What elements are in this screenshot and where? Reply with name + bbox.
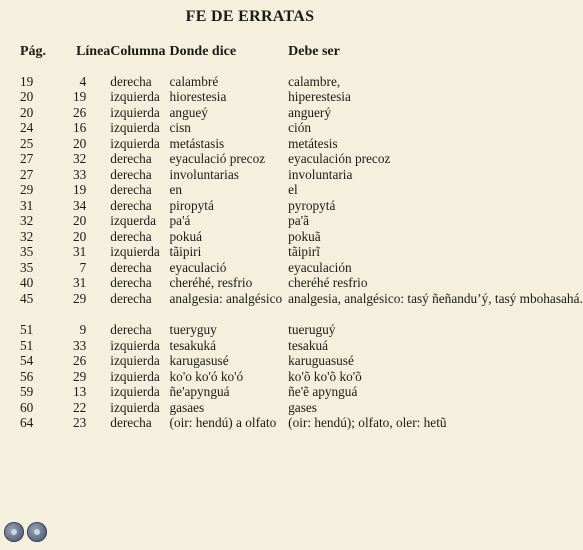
cell-donde-dice: cheréhé, resfrio (169, 275, 253, 290)
cell-columna: derecha (110, 197, 152, 213)
table-row (14, 213, 583, 229)
cell-columna: izquierda (110, 384, 160, 399)
cell-columna: derecha (110, 151, 152, 166)
cell-pagina: 64 (20, 415, 34, 430)
cell-linea: 22 (73, 399, 87, 415)
table-row (14, 384, 583, 400)
table-row (14, 136, 583, 152)
cell-donde-dice: pa'á (169, 213, 191, 228)
cell-pagina: 51 (20, 322, 34, 337)
cell-linea: 26 (73, 104, 87, 120)
cell-columna: derecha (110, 415, 152, 430)
cell-linea: 34 (73, 197, 87, 213)
cell-linea: 20 (73, 213, 87, 228)
cell-linea: 4 (79, 73, 87, 89)
cell-columna: izquierda (110, 399, 160, 415)
table-row (14, 306, 583, 338)
cell-linea: 29 (73, 290, 87, 306)
cell-debe-ser: anguerý (288, 104, 331, 120)
cell-debe-ser: gases (288, 399, 317, 415)
table-row (14, 415, 583, 431)
cell-linea: 13 (73, 384, 87, 399)
cell-debe-ser: ñe'ẽ apynguá (288, 384, 358, 399)
cell-columna: izquierda (110, 368, 160, 384)
cell-columna: izquierda (110, 337, 160, 353)
cell-debe-ser: tueruguý (288, 322, 336, 337)
header-row (14, 38, 583, 74)
nav-controls (4, 522, 47, 542)
cell-linea: 16 (73, 120, 87, 135)
cell-donde-dice: eyaculació precoz (169, 151, 266, 166)
cell-pagina: 25 (20, 135, 34, 151)
cell-debe-ser: metátesis (288, 135, 338, 151)
cell-debe-ser: analgesia, analgésico: tasý ñeñanduʼý, tasý mbohasahá. (288, 290, 583, 306)
cell-debe-ser: tesakuá (288, 337, 329, 353)
cell-columna: derecha (110, 166, 152, 182)
cell-debe-ser: involuntaria (288, 166, 353, 182)
cell-columna: derecha (110, 322, 152, 337)
cell-columna: izquierda (110, 104, 160, 120)
cell-columna: derecha (110, 259, 152, 275)
cell-debe-ser: pa'ã (288, 213, 309, 228)
table-row (14, 369, 583, 385)
cell-debe-ser: el (288, 182, 298, 197)
table-row (14, 120, 583, 136)
nav-button-left-icon[interactable] (4, 522, 24, 542)
table-row (14, 291, 583, 307)
header-linea: Línea (76, 44, 111, 59)
cell-columna: izquierda (110, 120, 160, 135)
cell-linea: 19 (73, 182, 87, 197)
header-pagina: Pág. (20, 44, 47, 59)
cell-debe-ser: tãipirĩ (288, 244, 320, 259)
cell-columna: izquierda (110, 353, 160, 368)
cell-pagina: 24 (20, 120, 34, 135)
table-row (14, 275, 583, 291)
cell-columna: derecha (110, 182, 152, 197)
header-donde-dice: Donde dice (169, 44, 237, 59)
cell-debe-ser: ción (288, 120, 312, 135)
cell-pagina: 31 (20, 197, 34, 213)
cell-pagina: 56 (20, 368, 34, 384)
cell-donde-dice: analgesia: analgésico (169, 290, 283, 306)
cell-pagina: 59 (20, 384, 34, 399)
cell-debe-ser: eyaculación precoz (288, 151, 391, 166)
cell-donde-dice: karugasusé (169, 353, 229, 368)
cell-donde-dice: piropytá (169, 197, 214, 213)
cell-debe-ser: eyaculación (288, 259, 352, 275)
cell-donde-dice: tãipiri (169, 244, 202, 259)
cell-donde-dice: gasaes (169, 399, 205, 415)
cell-pagina: 51 (20, 337, 34, 353)
table-row (14, 74, 583, 90)
cell-pagina: 60 (20, 399, 34, 415)
cell-linea: 26 (73, 353, 87, 368)
table-row (14, 167, 583, 183)
cell-pagina: 20 (20, 89, 34, 104)
cell-donde-dice: (oir: hendú) a olfato (169, 415, 277, 430)
nav-button-right-icon[interactable] (27, 522, 47, 542)
cell-donde-dice: involuntarias (169, 166, 239, 182)
cell-columna: derecha (110, 275, 152, 290)
cell-debe-ser: calambre, (288, 73, 341, 89)
cell-donde-dice: ko'o ko'ó ko'ó (169, 368, 244, 384)
table-row (14, 151, 583, 167)
cell-debe-ser: hiperestesia (288, 89, 351, 104)
cell-columna: izquierda (110, 89, 160, 104)
cell-columna: derecha (110, 228, 152, 244)
cell-pagina: 32 (20, 213, 34, 228)
cell-debe-ser: pyropytá (288, 197, 336, 213)
cell-donde-dice: eyaculació (169, 259, 227, 275)
cell-debe-ser: (oir: hendú); olfato, oler: hetũ (288, 415, 447, 430)
table-row (14, 353, 583, 369)
cell-debe-ser: ko'õ ko'õ ko'õ (288, 368, 362, 384)
cell-debe-ser: cheréhé resfrio (288, 275, 368, 290)
cell-donde-dice: cisn (169, 120, 191, 135)
cell-columna: derecha (110, 290, 152, 306)
cell-columna: izquerda (110, 213, 157, 228)
table-row (14, 105, 583, 121)
cell-pagina: 40 (20, 275, 34, 290)
cell-pagina: 27 (20, 151, 34, 166)
table-row (14, 260, 583, 276)
cell-donde-dice: hiorestesia (169, 89, 227, 104)
table-row (14, 400, 583, 416)
cell-donde-dice: calambré (169, 73, 219, 89)
cell-debe-ser: pokuã (288, 228, 321, 244)
cell-donde-dice: pokuá (169, 228, 203, 244)
cell-columna: izquierda (110, 135, 160, 151)
cell-linea: 20 (73, 228, 87, 244)
table-row (14, 244, 583, 260)
errata-rows (14, 74, 583, 431)
header-columna: Columna (110, 44, 166, 59)
cell-donde-dice: metástasis (169, 135, 225, 151)
cell-linea: 9 (79, 322, 87, 337)
cell-linea: 29 (73, 368, 87, 384)
cell-linea: 31 (73, 244, 87, 259)
cell-pagina: 20 (20, 104, 34, 120)
cell-linea: 32 (73, 151, 87, 166)
cell-linea: 23 (73, 415, 87, 430)
cell-linea: 19 (73, 89, 87, 104)
cell-linea: 31 (73, 275, 87, 290)
table-row (14, 89, 583, 105)
cell-pagina: 54 (20, 353, 34, 368)
cell-columna: derecha (110, 73, 152, 89)
cell-pagina: 29 (20, 182, 34, 197)
cell-linea: 33 (73, 166, 87, 182)
cell-pagina: 27 (20, 166, 34, 182)
cell-linea: 20 (73, 135, 87, 151)
page-title: FE DE ERRATAS (185, 8, 315, 25)
cell-debe-ser: karuguasusé (288, 353, 354, 368)
table-row (14, 338, 583, 354)
cell-donde-dice: ñe'apynguá (169, 384, 230, 399)
cell-pagina: 19 (20, 73, 34, 89)
cell-pagina: 45 (20, 290, 34, 306)
cell-donde-dice: tueryguy (169, 322, 217, 337)
cell-linea: 33 (73, 337, 87, 353)
header-debe-ser: Debe ser (288, 44, 340, 59)
cell-pagina: 35 (20, 244, 34, 259)
cell-pagina: 35 (20, 259, 34, 275)
cell-columna: izquierda (110, 244, 160, 259)
cell-donde-dice: en (169, 182, 183, 197)
cell-pagina: 32 (20, 228, 34, 244)
errata-table (14, 38, 583, 431)
table-row (14, 198, 583, 214)
cell-donde-dice: angueý (169, 104, 208, 120)
table-row (14, 229, 583, 245)
cell-linea: 7 (79, 259, 87, 275)
table-row (14, 182, 583, 198)
cell-donde-dice: tesakuká (169, 337, 217, 353)
